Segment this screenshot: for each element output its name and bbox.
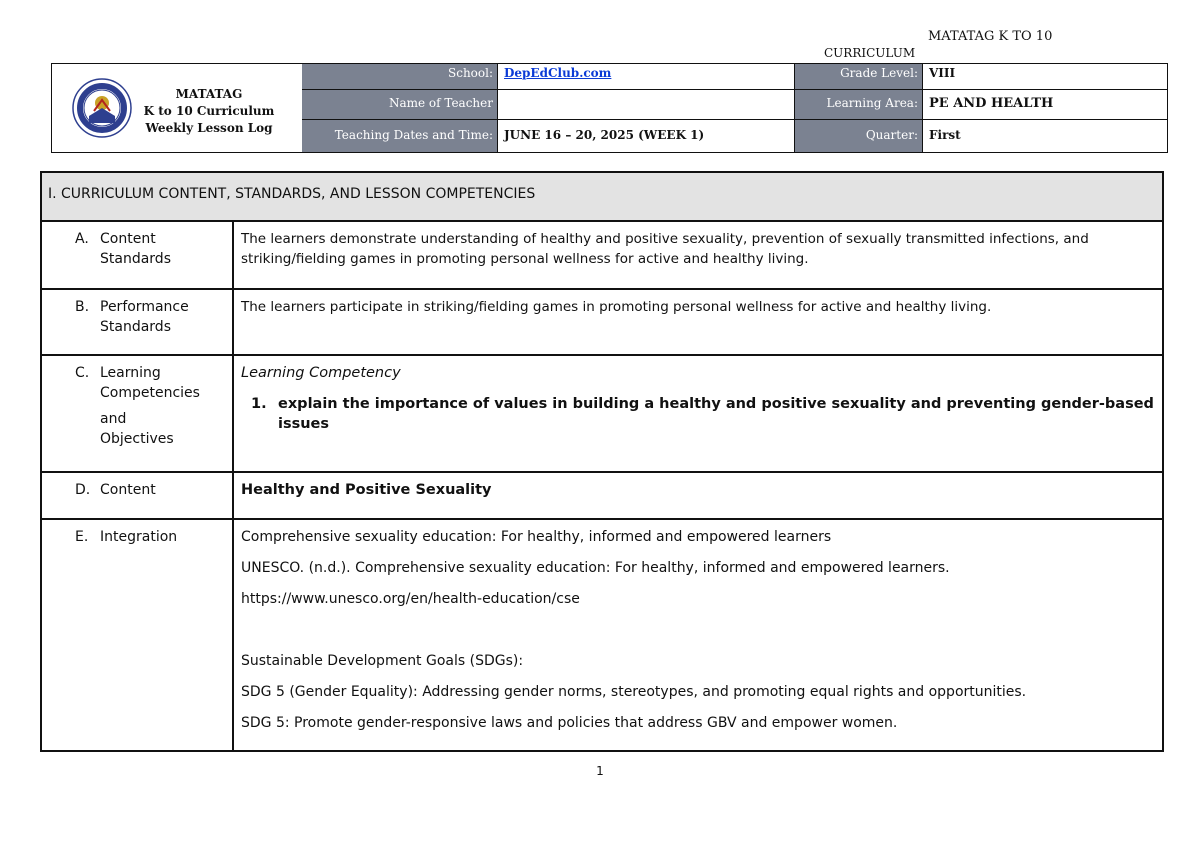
lesson-log-header <box>51 63 1168 153</box>
row-letter: B. <box>75 299 90 315</box>
blank-line <box>241 615 1154 646</box>
logo-cell <box>52 64 303 152</box>
grade-value: VIII <box>923 64 1167 90</box>
integration-row <box>42 520 1162 750</box>
row-label-line: Learning <box>100 365 161 381</box>
performance-standards-row <box>42 290 1162 356</box>
row-label-cell <box>42 473 234 518</box>
school-link[interactable]: DepEdClub.com <box>498 64 795 90</box>
row-letter: C. <box>75 365 90 381</box>
deped-seal-icon <box>72 78 132 138</box>
document-header <box>820 28 1120 62</box>
row-label-line: Competencies <box>100 385 200 401</box>
row-letter: A. <box>75 231 89 247</box>
info-grid <box>302 64 1167 152</box>
school-label: School: <box>302 64 498 90</box>
integration-line: Sustainable Development Goals (SDGs): <box>241 653 524 669</box>
logo-title-line-3: Weekly Lesson Log <box>145 121 273 135</box>
teacher-label: Name of Teacher <box>302 90 498 120</box>
row-label <box>100 229 171 269</box>
integration-line: Comprehensive sexuality education: For healthy, informed and empowered learners <box>241 529 832 545</box>
page-number: 1 <box>596 764 604 778</box>
grade-label: Grade Level: <box>795 64 923 90</box>
logo-title-line-2: K to 10 Curriculum <box>143 104 275 118</box>
header-line-1: MATATAG K TO 10 <box>928 29 1053 44</box>
teacher-value <box>498 90 795 120</box>
row-label-line: Performance <box>100 299 189 315</box>
competency-number: 1. <box>251 396 267 412</box>
logo-title-line-1: MATATAG <box>175 87 243 101</box>
content-text: Healthy and Positive Sexuality <box>241 482 492 498</box>
learning-area-label: Learning Area: <box>795 90 923 120</box>
section-title: I. CURRICULUM CONTENT, STANDARDS, AND LESSON COMPETENCIES <box>42 173 1162 222</box>
header-line-2: CURRICULUM <box>824 46 916 60</box>
row-label-cell <box>42 356 234 471</box>
competency-item <box>241 394 1154 434</box>
integration-citation: UNESCO. (n.d.). Comprehensive sexuality education: For healthy, informed and empowered learners. <box>241 560 950 576</box>
row-label-cell <box>42 520 234 750</box>
quarter-label: Quarter: <box>795 120 923 152</box>
row-letter: E. <box>75 529 89 545</box>
row-label-line: Standards <box>100 251 171 267</box>
row-label-cell <box>42 222 234 288</box>
logo-title <box>134 86 284 137</box>
dates-value: JUNE 16 – 20, 2025 (WEEK 1) <box>498 120 795 152</box>
dates-label: Teaching Dates and Time: <box>302 120 498 152</box>
row-content-cell <box>234 520 1162 739</box>
row-label-line: and <box>100 411 127 427</box>
row-label-line: Objectives <box>100 431 174 447</box>
row-content-cell <box>234 356 1162 434</box>
row-label-line: Content <box>100 231 156 247</box>
row-label-line: Standards <box>100 319 171 335</box>
row-label <box>100 363 200 449</box>
row-label: Integration <box>100 529 178 545</box>
competencies-row <box>42 356 1162 473</box>
row-content-cell <box>234 222 1162 269</box>
row-label-cell <box>42 290 234 354</box>
row-label: Content <box>100 482 156 498</box>
integration-line: SDG 5: Promote gender-responsive laws and policies that address GBV and empower women. <box>241 715 898 731</box>
competency-text: explain the importance of values in building a healthy and positive sexuality and preventing gender-based issues <box>278 396 1154 432</box>
content-row <box>42 473 1162 520</box>
curriculum-table <box>40 171 1164 752</box>
row-letter: D. <box>75 482 91 498</box>
learning-area-value: PE AND HEALTH <box>923 90 1167 120</box>
row-content-cell <box>234 290 1162 317</box>
row-content-cell <box>234 473 1162 500</box>
row-label <box>100 297 189 337</box>
content-standards-text: The learners demonstrate understanding of healthy and positive sexuality, prevention of sexually transmitted infections, and striking/fielding games in promoting personal wellness for active and healthy living. <box>241 231 1089 267</box>
quarter-value: First <box>929 128 961 142</box>
content-standards-row <box>42 222 1162 290</box>
competency-heading: Learning Competency <box>241 365 401 381</box>
integration-line: SDG 5 (Gender Equality): Addressing gender norms, stereotypes, and promoting equal rights and opportunities. <box>241 684 1027 700</box>
performance-standards-text: The learners participate in striking/fielding games in promoting personal wellness for active and healthy living. <box>241 299 992 315</box>
integration-url: https://www.unesco.org/en/health-education/cse <box>241 591 580 607</box>
